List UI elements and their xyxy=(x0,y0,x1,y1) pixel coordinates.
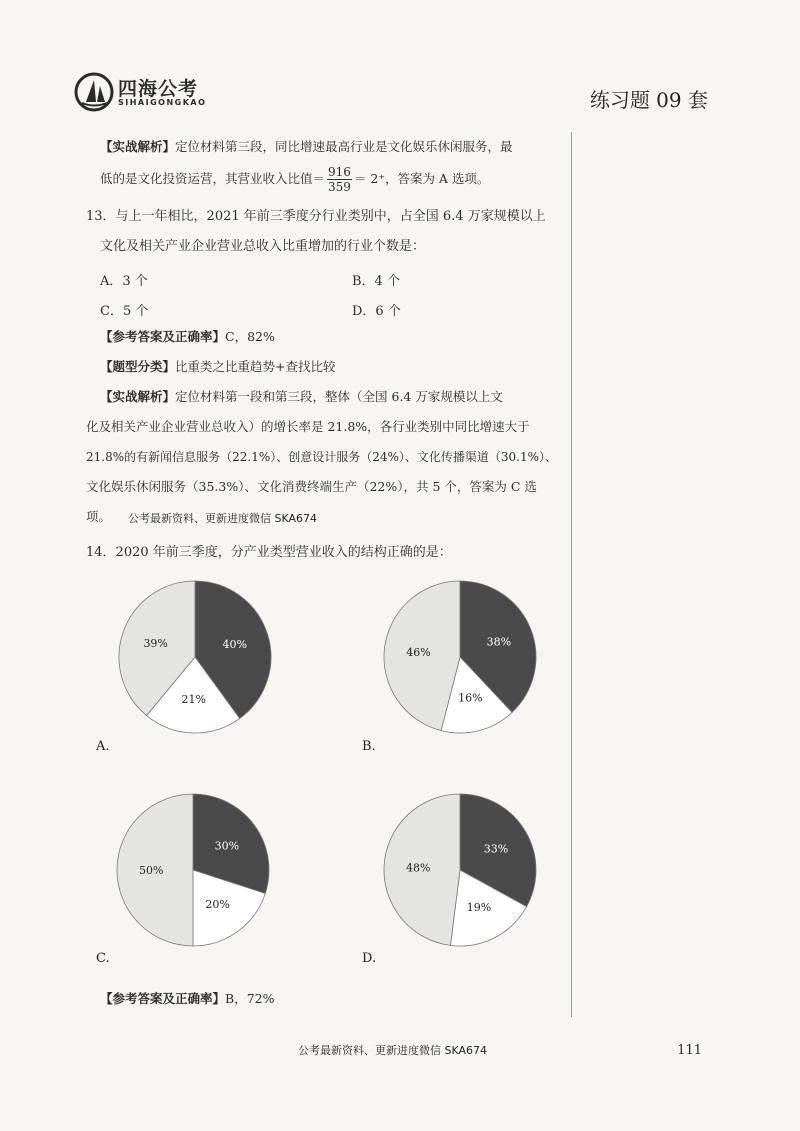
q13-option-c: C．5 个 xyxy=(100,304,149,319)
fraction-numerator: 916 xyxy=(328,165,351,179)
fraction-denominator: 359 xyxy=(328,180,351,194)
brand-name-latin: SIHAIGONGKAO xyxy=(118,98,207,107)
pie-slice-label: 33% xyxy=(483,842,509,856)
type-tag: 【题型分类】 xyxy=(100,359,176,374)
brand-name: 四海公考 xyxy=(118,78,199,100)
pie-slice-label: 50% xyxy=(138,864,164,877)
pie-option-label: B. xyxy=(362,739,376,754)
pie-slice-label: 19% xyxy=(466,901,492,915)
answer-tag: 【参考答案及正确率】 xyxy=(100,991,226,1006)
pie-slice-label: 30% xyxy=(214,839,240,853)
q13-stem-line2: 文化及相关产业企业营业总收入比重增加的行业个数是： xyxy=(100,239,426,254)
analysis-text: ＝ 2⁺，答案为 A 选项。 xyxy=(353,171,490,186)
pie-slice-label: 48% xyxy=(406,861,431,875)
pie-slice-label: 46% xyxy=(406,645,431,659)
q14-stem: 14．2020 年前三季度，分产业类型营业收入的结构正确的是： xyxy=(86,545,452,560)
q13-option-b: B．4 个 xyxy=(352,274,400,289)
q13-option-d: D．6 个 xyxy=(352,304,401,319)
q13-analysis-line2: 化及相关产业企业营业总收入）的增长率是 21.8%，各行业类别中同比增速大于 xyxy=(86,419,530,434)
answer-text: C，82% xyxy=(225,329,275,344)
pie-slice-label: 38% xyxy=(486,635,512,649)
type-text: 比重类之比重趋势+查找比较 xyxy=(175,359,336,374)
pie-chart-d xyxy=(362,794,536,966)
inline-watermark: 公考最新资料、更新进度微信 SKA674 xyxy=(128,512,318,525)
q13-analysis-line5: 项。 xyxy=(86,509,112,524)
pie-slice-label: 39% xyxy=(143,636,168,650)
answer-tag: 【参考答案及正确率】 xyxy=(100,329,226,344)
analysis-text: 定位材料第三段，同比增速最高行业是文化娱乐休闲服务，最 xyxy=(175,139,513,154)
pie-chart-c xyxy=(96,794,269,966)
analysis-text: 低的是文化投资运营，其营业收入比值＝ xyxy=(100,171,326,186)
pie-slice-label: 21% xyxy=(181,692,206,706)
pie-option-label: C. xyxy=(96,951,110,966)
pie-option-label: A. xyxy=(96,739,110,754)
footer-watermark: 公考最新资料、更新进度微信 SKA674 xyxy=(298,1044,488,1057)
pie-slice-label: 16% xyxy=(458,691,483,705)
analysis-tag: 【实战解析】 xyxy=(100,389,176,404)
q13-option-a: A．3 个 xyxy=(100,274,148,289)
pie-chart-b xyxy=(362,581,536,754)
analysis-text: 定位材料第一段和第三段，整体（全国 6.4 万家规模以上文 xyxy=(175,389,503,404)
answer-text: B，72% xyxy=(225,991,275,1006)
analysis-tag: 【实战解析】 xyxy=(100,139,176,154)
page-number: 111 xyxy=(677,1043,702,1058)
q13-stem-line1: 13．与上一年相比，2021 年前三季度分行业类别中，占全国 6.4 万家规模以上 xyxy=(86,209,546,224)
q13-analysis-line3: 21.8%的有新闻信息服务（22.1%）、创意设计服务（24%）、文化传播渠道（30.1%）、 xyxy=(86,450,558,464)
pie-chart-a xyxy=(95,581,271,754)
q13-analysis-line4: 文化娱乐休闲服务（35.3%）、文化消费终端生产（22%），共 5 个，答案为 C 选 xyxy=(86,479,537,494)
pie-slice-label: 40% xyxy=(222,638,247,652)
exercise-set-title: 练习题 09 套 xyxy=(589,88,708,112)
q14-answer xyxy=(100,984,560,1014)
pie-option-label: D. xyxy=(362,951,377,966)
pie-slice-label: 20% xyxy=(205,897,230,911)
